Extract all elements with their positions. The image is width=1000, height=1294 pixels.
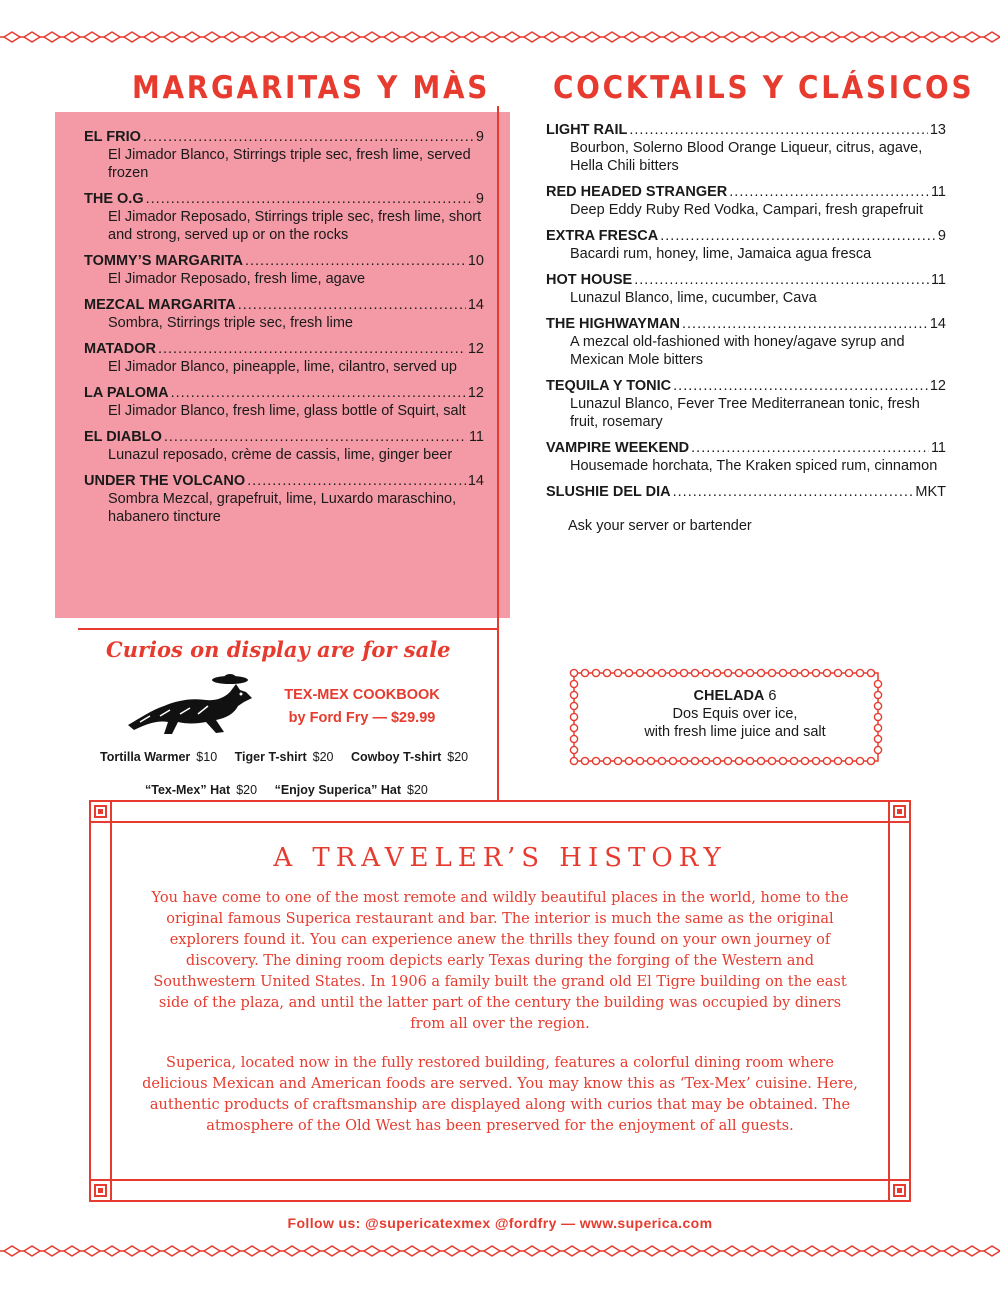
- chelada-name: CHELADA: [693, 688, 765, 704]
- merch-item: [275, 783, 428, 797]
- item-description: A mezcal old-fashioned with honey/agave syrup and Mexican Mole bitters: [570, 334, 905, 368]
- cocktails-list: [546, 121, 946, 535]
- history-title: A TRAVELER’S HISTORY: [273, 843, 727, 873]
- menu-item: [546, 121, 946, 175]
- merch-price: $20: [447, 750, 469, 764]
- merch-item: [235, 750, 334, 764]
- merch-row: [100, 750, 482, 764]
- history-paragraph-2: Superica, located now in the fully restored building, features a colorful dining room where delicious Mexican and American foods are served. You may know this as ‘Tex-Mex’ cuisine. Here, authentic products of craftsmanship are displayed along with curios that may be obtained. The atmosphere of the Old West has been preserved for the enjoyment of all guests.: [142, 1055, 858, 1134]
- menu-item: [546, 377, 946, 431]
- item-name: HOT HOUSE: [546, 272, 633, 288]
- chelada-desc-line1: Dos Equis over ice,: [672, 706, 798, 722]
- item-name: TOMMY’S MARGARITA: [84, 253, 243, 269]
- merch-price: $10: [196, 750, 218, 764]
- item-price: MKT: [915, 484, 946, 500]
- menu-item: [546, 315, 946, 369]
- item-description: El Jimador Reposado, Stirrings triple sec, fresh lime, short and strong, served up or on the rocks: [108, 209, 482, 243]
- item-description: Bourbon, Solerno Blood Orange Liqueur, citrus, agave, Hella Chili bitters: [570, 140, 923, 174]
- chelada-price: 6: [768, 688, 777, 704]
- merch-price: $20: [407, 783, 428, 797]
- item-name: LA PALOMA: [84, 385, 169, 401]
- item-description: Deep Eddy Ruby Red Vodka, Campari, fresh grapefruit: [570, 202, 924, 218]
- item-price: 13: [929, 122, 946, 138]
- menu-item: [84, 340, 484, 376]
- item-description: El Jimador Blanco, pineapple, lime, cilantro, served up: [108, 359, 457, 375]
- item-name: THE O.G: [84, 191, 144, 207]
- coyote-cowboy-illustration: [120, 670, 260, 740]
- merch-name: “Tex-Mex” Hat: [145, 783, 231, 797]
- menu-item: [546, 271, 946, 307]
- chelada-box: [585, 687, 885, 741]
- item-price: 9: [937, 228, 946, 244]
- chelada-desc-line2: with fresh lime juice and salt: [644, 724, 826, 740]
- margaritas-title: MARGARITAS Y MÀS: [132, 70, 491, 106]
- item-name: THE HIGHWAYMAN: [546, 316, 680, 332]
- item-description: Bacardi rum, honey, lime, Jamaica agua fresca: [570, 246, 872, 262]
- merch-name: Tiger T-shirt: [234, 750, 307, 764]
- item-name: LIGHT RAIL: [546, 122, 628, 138]
- item-description: El Jimador Blanco, Stirrings triple sec, fresh lime, served frozen: [108, 147, 471, 181]
- item-price: 14: [467, 473, 484, 489]
- cookbook-author-price: by Ford Fry — $29.99: [288, 710, 436, 726]
- menu-item: [84, 252, 484, 288]
- item-name: TEQUILA Y TONIC: [546, 378, 672, 394]
- menu-item: [84, 428, 484, 464]
- item-name: MATADOR: [84, 341, 156, 357]
- history-paragraph-1: You have come to one of the most remote and wildly beautiful places in the world, home to the original famous Superica restaurant and bar. The interior is much the same as the original explorers found it. You can experience anew the thrills they found on your own journey of discovery. The dining room depicts early Texas during the forging of the Western and Southwestern United States. In 1906 a family built the grand old El Tigre building on the east side of the plaza, and until the latter part of the century the building was occupied by diners from all over the region.: [151, 890, 849, 1032]
- item-name: UNDER THE VOLCANO: [84, 473, 246, 489]
- merch-price: $20: [236, 783, 258, 797]
- item-price: 9: [475, 191, 484, 207]
- item-description: Sombra, Stirrings triple sec, fresh lime: [108, 315, 353, 331]
- column-divider: [497, 106, 499, 802]
- curios-divider: [78, 628, 499, 630]
- item-name: EL FRIO: [84, 129, 141, 145]
- item-name: MEZCAL MARGARITA: [84, 297, 236, 313]
- menu-item: [84, 190, 484, 244]
- item-name: EL DIABLO: [84, 429, 162, 445]
- cookbook-title: TEX-MEX COOKBOOK: [284, 687, 440, 703]
- margaritas-list: [84, 128, 484, 534]
- item-name: RED HEADED STRANGER: [546, 184, 728, 200]
- item-description: El Jimador Blanco, fresh lime, glass bottle of Squirt, salt: [108, 403, 466, 419]
- item-name: EXTRA FRESCA: [546, 228, 659, 244]
- item-price: 9: [475, 129, 484, 145]
- merch-name: Cowboy T-shirt: [351, 750, 442, 764]
- item-description: Lunazul reposado, crème de cassis, lime, ginger beer: [108, 447, 453, 463]
- cocktails-title: COCKTAILS Y CLÁSICOS: [553, 70, 975, 106]
- item-price: 11: [930, 272, 946, 288]
- merch-name: “Enjoy Superica” Hat: [274, 783, 401, 797]
- menu-item: [546, 183, 946, 219]
- menu-item: [84, 128, 484, 182]
- item-description: Lunazul Blanco, lime, cucumber, Cava: [570, 290, 817, 306]
- social-footer: Follow us: @supericatexmex @fordfry — www.superica.com: [287, 1215, 713, 1231]
- item-price: 14: [929, 316, 946, 332]
- item-description: Lunazul Blanco, Fever Tree Mediterranean tonic, fresh fruit, rosemary: [570, 396, 920, 430]
- item-name: VAMPIRE WEEKEND: [546, 440, 690, 456]
- menu-item: [546, 439, 946, 475]
- item-price: 14: [467, 297, 484, 313]
- item-description: Sombra Mezcal, grapefruit, lime, Luxardo maraschino, habanero tincture: [108, 491, 457, 525]
- merch-name: Tortilla Warmer: [100, 750, 191, 764]
- cookbook-promo: [262, 684, 462, 730]
- item-price: 12: [467, 385, 484, 401]
- merch-item: [351, 750, 468, 764]
- item-price: 11: [468, 429, 484, 445]
- item-price: 12: [929, 378, 946, 394]
- item-price: 10: [467, 253, 484, 269]
- item-description: Housemade horchata, The Kraken spiced rum, cinnamon: [570, 458, 938, 474]
- bottom-chain-border: [0, 1244, 1000, 1258]
- menu-item: [546, 227, 946, 263]
- merch-row: [145, 783, 442, 797]
- menu-item: [546, 483, 946, 501]
- menu-item: [84, 296, 484, 332]
- menu-item: [84, 384, 484, 420]
- merch-item: [145, 783, 257, 797]
- slushie-note: Ask your server or bartender: [568, 518, 752, 534]
- merch-price: $20: [312, 750, 334, 764]
- top-chain-border: [0, 30, 1000, 44]
- menu-item: [84, 472, 484, 526]
- merch-item: [100, 750, 217, 764]
- item-description: El Jimador Reposado, fresh lime, agave: [108, 271, 366, 287]
- item-name: SLUSHIE DEL DIA: [546, 484, 671, 500]
- item-price: 12: [467, 341, 484, 357]
- item-price: 11: [930, 184, 946, 200]
- item-price: 11: [930, 440, 946, 456]
- curios-title: Curios on display are for sale: [106, 637, 451, 662]
